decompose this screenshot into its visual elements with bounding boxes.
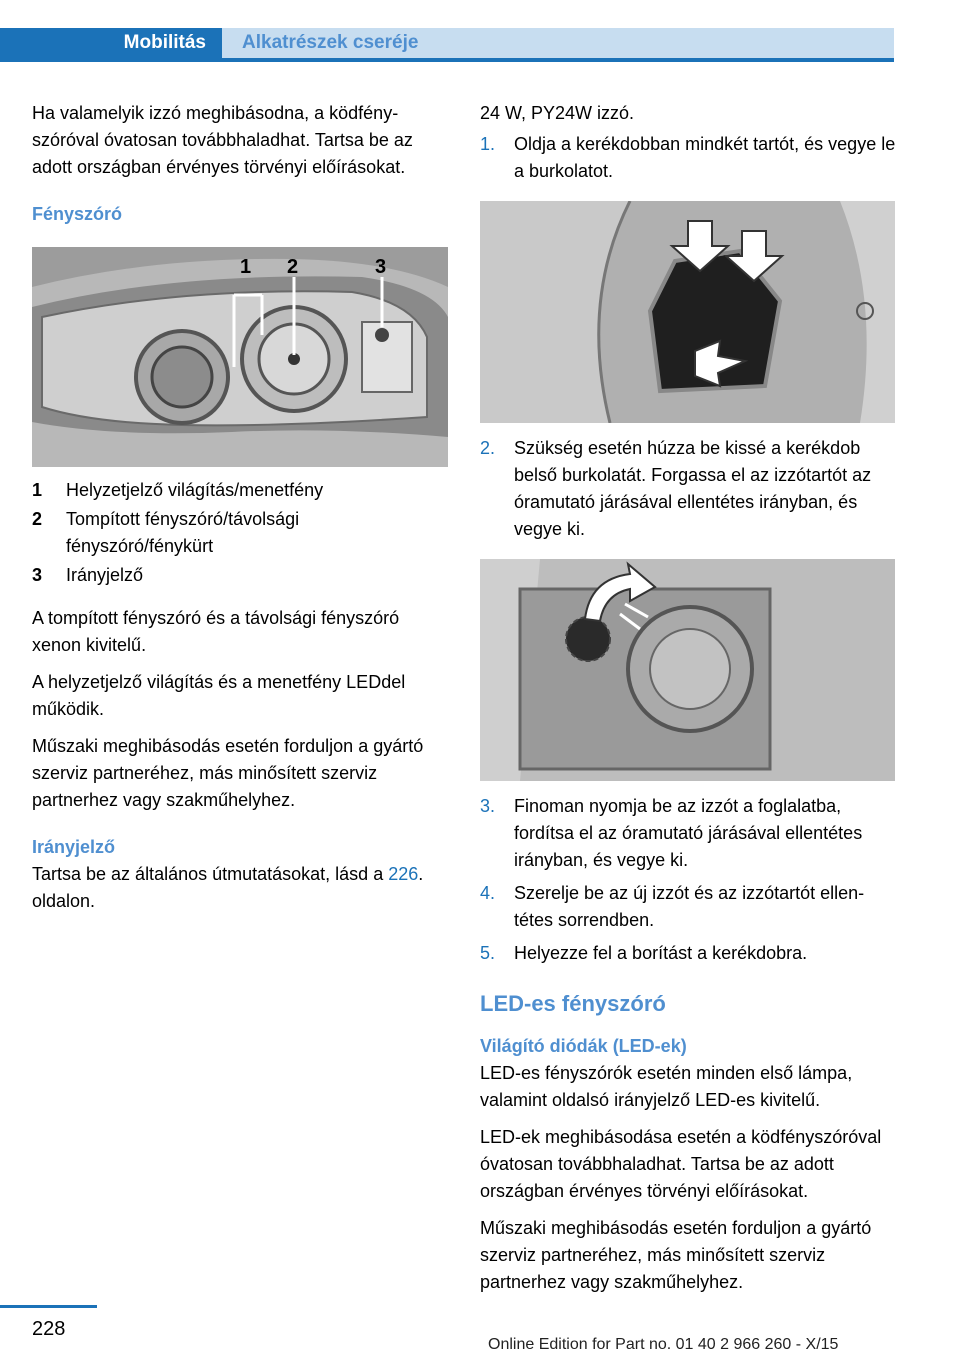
legend-number: 3 xyxy=(32,565,43,585)
step-item xyxy=(480,435,896,543)
legend-number: 1 xyxy=(32,480,43,500)
step-number: 1. xyxy=(480,134,496,154)
heading-headlight: Fényszóró xyxy=(32,204,123,224)
wheel-arch-cover-figure xyxy=(480,201,895,423)
section-tab-parts-replacement: Alkatrészek cseréje xyxy=(222,28,894,58)
figure-label-3: 3 xyxy=(375,256,387,278)
led-position-paragraph: A helyzetjelző világítás és a menetfény LEDdel működik. xyxy=(32,672,406,719)
turn-signal-paragraph xyxy=(32,861,448,915)
bulb-holder-figure xyxy=(480,559,895,781)
page-number: 228 xyxy=(32,1318,66,1340)
turn-signal-text-end: . oldalon. xyxy=(32,864,424,911)
section-tab-mobility: Mobilitás xyxy=(0,28,222,58)
headlight-illustration xyxy=(32,247,448,467)
heading-led-headlight: LED-es fényszóró xyxy=(480,991,666,1016)
left-column xyxy=(32,100,448,915)
bulb-holder-illustration xyxy=(480,559,895,781)
step-number: 3. xyxy=(480,796,496,816)
legend-text: Tompított fényszóró/távolsági fényszóró/fénykürt xyxy=(66,509,300,556)
led-paragraph-3: Műszaki meghibásodás esetén forduljon a gyártó szerviz partneréhez, más minősített szerviz partnerhez vagy szakműhelyhez. xyxy=(480,1218,872,1292)
step-text: Helyezze fel a borítást a kerékdobra. xyxy=(514,943,808,963)
led-paragraph-2: LED-ek meghibásodása esetén a ködfényszóróval óvatosan továbbhaladhat. Tartsa be az adott országban érvényes törvényi előírásokat. xyxy=(480,1127,882,1201)
legend-text: Helyzetjelző világítás/menetfény xyxy=(66,480,324,500)
xenon-paragraph: A tompított fényszóró és a távolsági fényszóró xenon kivitelű. xyxy=(32,608,400,655)
step-number: 5. xyxy=(480,943,496,963)
legend-item xyxy=(32,562,448,589)
page-reference-link[interactable]: 226 xyxy=(388,864,419,884)
led-paragraph-1: LED-es fényszórók esetén minden első lámpa, valamint oldalsó irányjelző LED-es kivitelű. xyxy=(480,1063,853,1110)
step-text: Szükség esetén húzza be kissé a kerékdob belső burkolatát. Forgassa el az izzótartót az óramutató járásával ellentétes irányban, és vegye ki. xyxy=(514,438,872,539)
edition-note: Online Edition for Part no. 01 40 2 966 260 - X/15 xyxy=(488,1336,839,1353)
legend-item xyxy=(32,506,448,560)
page-header xyxy=(0,0,960,62)
figure-legend xyxy=(32,477,448,589)
legend-item xyxy=(32,477,448,504)
right-column xyxy=(480,100,896,1306)
heading-turn-signal: Irányjelző xyxy=(32,837,116,857)
step-item xyxy=(480,940,896,967)
step-item xyxy=(480,880,896,934)
turn-signal-text: Tartsa be az általános útmutatásokat, lásd a xyxy=(32,864,384,884)
step-item xyxy=(480,793,896,874)
wheel-arch-illustration xyxy=(480,201,895,423)
intro-paragraph: Ha valamelyik izzó meghibásodna, a ködfényszóróval óvatosan továbbhaladhat. Tartsa be az adott országban érvényes törvényi előírásokat. xyxy=(32,103,413,177)
step-text: Szerelje be az új izzót és az izzótartót ellentétes sorrendben. xyxy=(514,883,865,930)
headlight-figure xyxy=(32,247,448,467)
legend-text: Irányjelző xyxy=(66,565,144,585)
service-paragraph: Műszaki meghibásodás esetén forduljon a gyártó szerviz partneréhez, más minősített szerviz partnerhez vagy szakműhelyhez. xyxy=(32,736,424,810)
subheading-leds: Világító diódák (LED-ek) xyxy=(480,1036,687,1056)
step-text: Oldja a kerékdobban mindkét tartót, és vegye le a burkolatot. xyxy=(514,134,896,181)
bulb-spec: 24 W, PY24W izzó. xyxy=(480,103,635,123)
step-item xyxy=(480,131,896,185)
step-number: 2. xyxy=(480,438,496,458)
header-divider xyxy=(0,58,894,62)
legend-number: 2 xyxy=(32,509,43,529)
step-number: 4. xyxy=(480,883,496,903)
step-text: Finoman nyomja be az izzót a foglalatba, fordítsa el az óramutató járásával ellentétes irányban, és vegye ki. xyxy=(514,796,863,870)
footer-divider xyxy=(0,1305,97,1308)
figure-label-2: 2 xyxy=(287,256,299,278)
figure-label-1: 1 xyxy=(240,256,252,278)
